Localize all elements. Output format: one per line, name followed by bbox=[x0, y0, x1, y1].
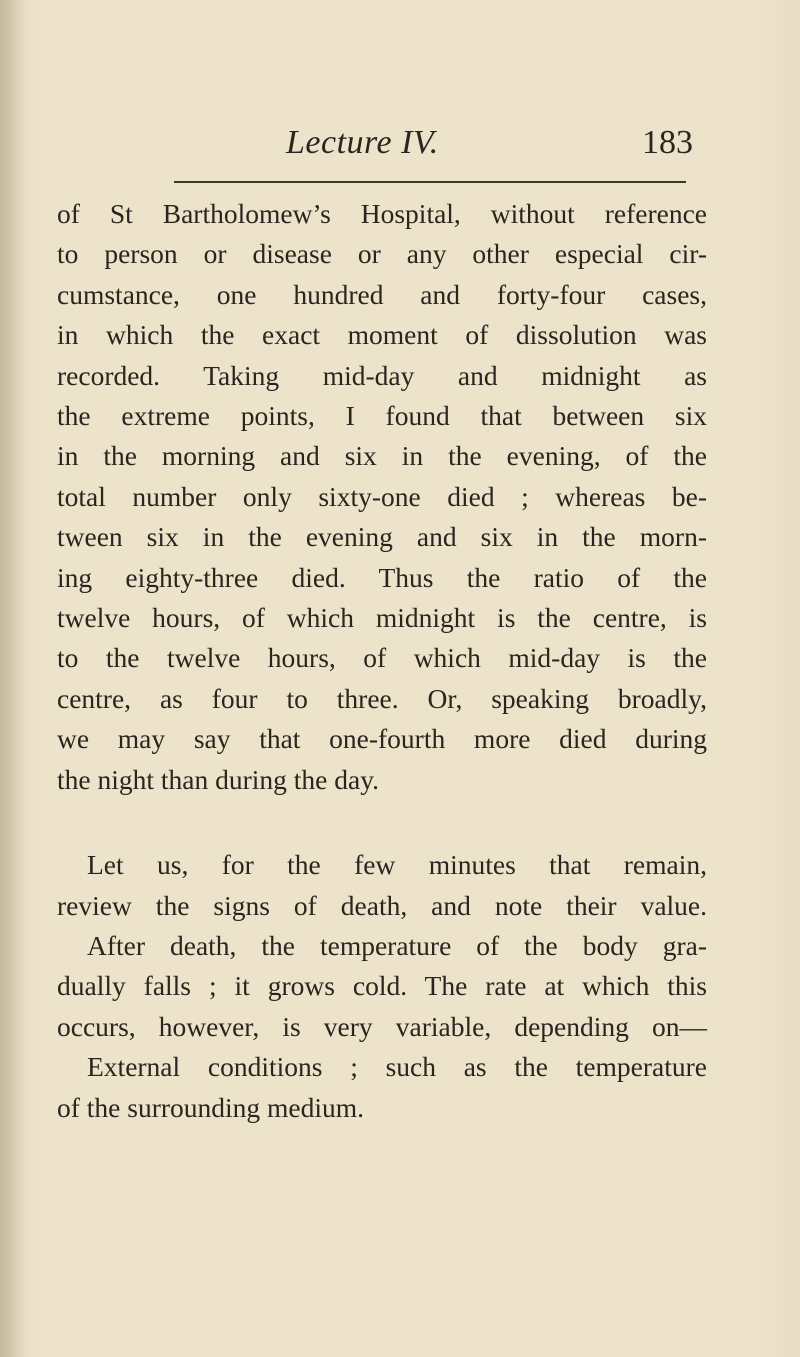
text-line: occurs, however, is very variable, depending on— bbox=[57, 1010, 707, 1042]
text-line: External conditions ; such as the temperature bbox=[87, 1051, 707, 1083]
body-text bbox=[57, 194, 707, 1128]
text-line: the night than during the day. bbox=[57, 763, 380, 795]
text-line: we may say that one-fourth more died during bbox=[57, 723, 707, 755]
running-head: Lecture IV. bbox=[286, 124, 439, 161]
page-number: 183 bbox=[642, 124, 693, 161]
text-line: recorded. Taking mid-day and midnight as bbox=[57, 359, 707, 391]
text-line: centre, as four to three. Or, speaking broadly, bbox=[57, 682, 707, 714]
page-edge-shadow bbox=[0, 0, 28, 1357]
page-header bbox=[0, 0, 800, 180]
text-line: of the surrounding medium. bbox=[57, 1091, 365, 1123]
header-rule bbox=[174, 181, 686, 183]
text-line: in which the exact moment of dissolution was bbox=[57, 319, 707, 351]
paragraph-2 bbox=[57, 845, 707, 1128]
text-line: cumstance, one hundred and forty-four cases, bbox=[57, 278, 707, 310]
paragraph-1 bbox=[57, 194, 707, 800]
text-line: in the morning and six in the evening, of the bbox=[57, 440, 707, 472]
paragraph-gap bbox=[57, 800, 707, 845]
text-line: Let us, for the few minutes that remain, bbox=[87, 849, 707, 881]
text-line: ing eighty-three died. Thus the ratio of the bbox=[57, 561, 707, 593]
text-line: twelve hours, of which midnight is the centre, is bbox=[57, 602, 707, 634]
text-line: dually falls ; it grows cold. The rate at which this bbox=[57, 970, 707, 1002]
text-line: the extreme points, I found that between six bbox=[57, 400, 707, 432]
text-line: review the signs of death, and note their value. bbox=[57, 889, 707, 921]
text-line: of St Bartholomew’s Hospital, without reference bbox=[57, 198, 707, 229]
text-line: After death, the temperature of the body gra- bbox=[87, 929, 707, 961]
text-line: tween six in the evening and six in the morn- bbox=[57, 521, 707, 553]
text-line: total number only sixty-one died ; whereas be- bbox=[57, 480, 707, 512]
text-line: to person or disease or any other especial cir- bbox=[57, 238, 707, 270]
text-line: to the twelve hours, of which mid-day is the bbox=[57, 642, 707, 674]
